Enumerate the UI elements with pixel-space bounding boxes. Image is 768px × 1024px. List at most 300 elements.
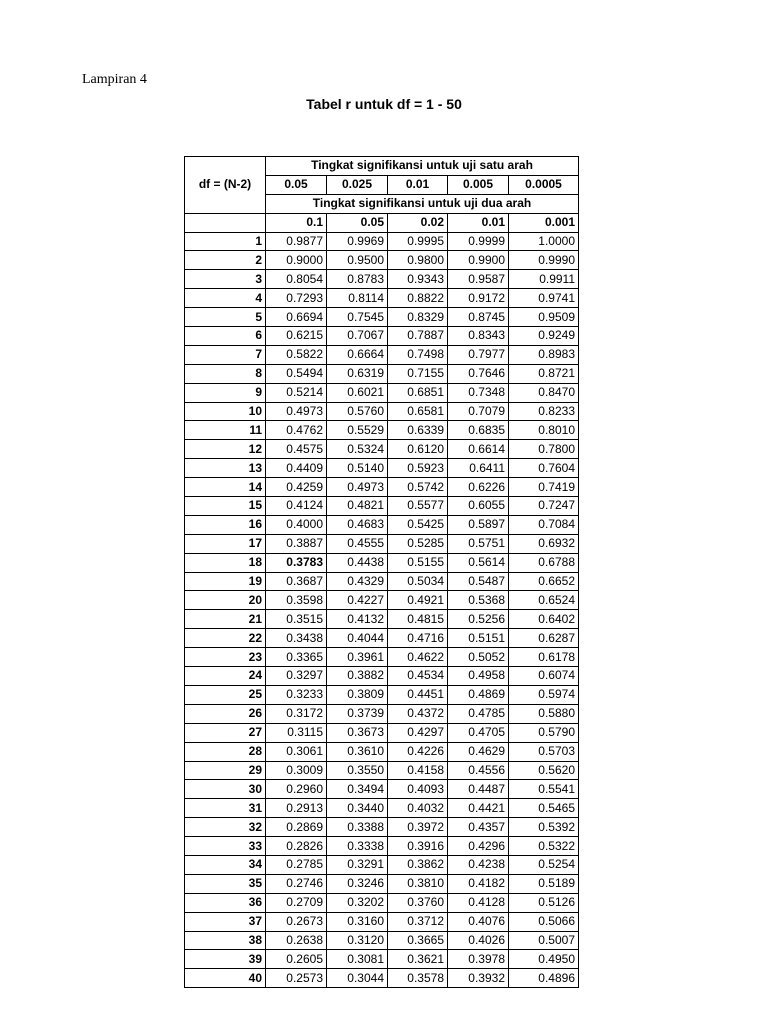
df-cell: 3 [185, 270, 266, 289]
r-value-cell: 0.3009 [266, 761, 327, 780]
df-cell: 15 [185, 497, 266, 516]
r-value-cell: 0.4044 [327, 629, 388, 648]
table-row [185, 572, 579, 591]
r-value-cell: 0.3172 [266, 704, 327, 723]
r-value-cell: 0.4973 [266, 402, 327, 421]
table-row [185, 931, 579, 950]
table-row [185, 591, 579, 610]
r-value-cell: 0.5140 [327, 459, 388, 478]
df-cell: 25 [185, 685, 266, 704]
r-value-cell: 0.9172 [448, 289, 509, 308]
r-value-cell: 0.4815 [388, 610, 448, 629]
r-value-cell: 0.3550 [327, 761, 388, 780]
r-value-cell: 0.4158 [388, 761, 448, 780]
r-value-cell: 0.7977 [448, 345, 509, 364]
table-row [185, 761, 579, 780]
df-header: df = (N-2) [185, 157, 266, 214]
r-value-cell: 0.4259 [266, 478, 327, 497]
header-row-one-tail-label [185, 157, 579, 176]
r-value-cell: 0.6851 [388, 383, 448, 402]
r-value-cell: 0.4000 [266, 515, 327, 534]
table-row [185, 912, 579, 931]
r-value-cell: 0.3338 [327, 837, 388, 856]
header-row-two-tail-levels [185, 213, 579, 232]
r-value-cell: 0.4329 [327, 572, 388, 591]
r-value-cell: 0.2573 [266, 969, 327, 988]
r-table [184, 156, 579, 988]
df-cell: 36 [185, 893, 266, 912]
r-value-cell: 0.4226 [388, 742, 448, 761]
r-value-cell: 0.4297 [388, 723, 448, 742]
r-value-cell: 0.8114 [327, 289, 388, 308]
df-cell: 34 [185, 855, 266, 874]
r-value-cell: 0.4238 [448, 855, 509, 874]
df-cell: 24 [185, 667, 266, 686]
r-value-cell: 0.3978 [448, 950, 509, 969]
r-value-cell: 0.9911 [509, 270, 579, 289]
r-value-cell: 0.8783 [327, 270, 388, 289]
r-value-cell: 0.8233 [509, 402, 579, 421]
r-value-cell: 0.4921 [388, 591, 448, 610]
table-row [185, 685, 579, 704]
df-cell: 23 [185, 648, 266, 667]
r-value-cell: 0.5189 [509, 874, 579, 893]
appendix-label: Lampiran 4 [82, 72, 147, 87]
table-row [185, 364, 579, 383]
r-value-cell: 0.2605 [266, 950, 327, 969]
r-value-cell: 0.9969 [327, 232, 388, 251]
r-value-cell: 0.3388 [327, 818, 388, 837]
r-value-cell: 1.0000 [509, 232, 579, 251]
table-row [185, 969, 579, 988]
r-value-cell: 0.3044 [327, 969, 388, 988]
r-value-cell: 0.4128 [448, 893, 509, 912]
table-row [185, 440, 579, 459]
r-value-cell: 0.5541 [509, 780, 579, 799]
table-row [185, 874, 579, 893]
r-value-cell: 0.3687 [266, 572, 327, 591]
one-tail-level: 0.025 [327, 175, 388, 194]
table-row [185, 818, 579, 837]
r-value-cell: 0.5703 [509, 742, 579, 761]
r-value-cell: 0.4132 [327, 610, 388, 629]
r-value-cell: 0.5256 [448, 610, 509, 629]
r-value-cell: 0.5751 [448, 534, 509, 553]
df-cell: 5 [185, 308, 266, 327]
r-value-cell: 0.7247 [509, 497, 579, 516]
r-value-cell: 0.6524 [509, 591, 579, 610]
r-value-cell: 0.5790 [509, 723, 579, 742]
r-value-cell: 0.6402 [509, 610, 579, 629]
df-cell: 6 [185, 327, 266, 346]
r-value-cell: 0.3916 [388, 837, 448, 856]
table-row [185, 629, 579, 648]
r-value-cell: 0.3972 [388, 818, 448, 837]
r-value-cell: 0.4622 [388, 648, 448, 667]
table-row [185, 459, 579, 478]
r-value-cell: 0.6788 [509, 553, 579, 572]
r-value-cell: 0.2746 [266, 874, 327, 893]
r-value-cell: 0.8343 [448, 327, 509, 346]
two-tail-label: Tingkat signifikansi untuk uji dua arah [266, 194, 579, 213]
r-value-cell: 0.2960 [266, 780, 327, 799]
r-value-cell: 0.4821 [327, 497, 388, 516]
table-header [185, 157, 579, 233]
r-value-cell: 0.4438 [327, 553, 388, 572]
r-value-cell: 0.2638 [266, 931, 327, 950]
r-value-cell: 0.5052 [448, 648, 509, 667]
r-value-cell: 0.5155 [388, 553, 448, 572]
r-value-cell: 0.4093 [388, 780, 448, 799]
r-value-cell: 0.3246 [327, 874, 388, 893]
r-value-cell: 0.4534 [388, 667, 448, 686]
r-value-cell: 0.4575 [266, 440, 327, 459]
page-title: Tabel r untuk df = 1 - 50 [306, 96, 462, 112]
r-value-cell: 0.6614 [448, 440, 509, 459]
df-cell: 37 [185, 912, 266, 931]
r-value-cell: 0.8054 [266, 270, 327, 289]
r-value-cell: 0.6074 [509, 667, 579, 686]
r-value-cell: 0.3665 [388, 931, 448, 950]
table-row [185, 402, 579, 421]
df-cell: 28 [185, 742, 266, 761]
r-value-cell: 0.6835 [448, 421, 509, 440]
r-value-cell: 0.7800 [509, 440, 579, 459]
r-value-cell: 0.7646 [448, 364, 509, 383]
two-tail-level: 0.01 [448, 213, 509, 232]
r-value-cell: 0.5897 [448, 515, 509, 534]
two-tail-level: 0.1 [266, 213, 327, 232]
table-row [185, 497, 579, 516]
r-value-cell: 0.3862 [388, 855, 448, 874]
df-cell: 27 [185, 723, 266, 742]
r-value-cell: 0.7084 [509, 515, 579, 534]
df-cell: 14 [185, 478, 266, 497]
table-row [185, 780, 579, 799]
r-value-cell: 0.3610 [327, 742, 388, 761]
r-value-cell: 0.3712 [388, 912, 448, 931]
df-cell: 10 [185, 402, 266, 421]
table-row [185, 345, 579, 364]
r-value-cell: 0.5494 [266, 364, 327, 383]
r-value-cell: 0.5620 [509, 761, 579, 780]
r-value-cell: 0.3809 [327, 685, 388, 704]
df-cell: 22 [185, 629, 266, 648]
r-value-cell: 0.6215 [266, 327, 327, 346]
r-value-cell: 0.9995 [388, 232, 448, 251]
r-value-cell: 0.5285 [388, 534, 448, 553]
r-value-cell: 0.6664 [327, 345, 388, 364]
r-value-cell: 0.4896 [509, 969, 579, 988]
r-value-cell: 0.4958 [448, 667, 509, 686]
r-value-cell: 0.5923 [388, 459, 448, 478]
r-value-cell: 0.2709 [266, 893, 327, 912]
r-value-cell: 0.3365 [266, 648, 327, 667]
r-value-cell: 0.5822 [266, 345, 327, 364]
r-value-cell: 0.6021 [327, 383, 388, 402]
df-cell: 20 [185, 591, 266, 610]
r-value-cell: 0.8470 [509, 383, 579, 402]
r-value-cell: 0.3202 [327, 893, 388, 912]
r-value-cell: 0.4451 [388, 685, 448, 704]
r-value-cell: 0.3438 [266, 629, 327, 648]
r-value-cell: 0.4629 [448, 742, 509, 761]
r-value-cell: 0.3115 [266, 723, 327, 742]
table-row [185, 421, 579, 440]
r-value-cell: 0.9999 [448, 232, 509, 251]
table-row [185, 742, 579, 761]
r-value-cell: 0.4973 [327, 478, 388, 497]
r-value-cell: 0.5126 [509, 893, 579, 912]
r-value-cell: 0.3882 [327, 667, 388, 686]
r-value-cell: 0.2785 [266, 855, 327, 874]
r-value-cell: 0.4869 [448, 685, 509, 704]
r-value-cell: 0.7079 [448, 402, 509, 421]
r-value-cell: 0.4032 [388, 799, 448, 818]
r-value-cell: 0.6652 [509, 572, 579, 591]
r-value-cell: 0.9990 [509, 251, 579, 270]
r-value-cell: 0.3061 [266, 742, 327, 761]
r-value-cell: 0.8822 [388, 289, 448, 308]
df-cell: 12 [185, 440, 266, 459]
table-row [185, 837, 579, 856]
one-tail-label: Tingkat signifikansi untuk uji satu arah [266, 157, 579, 176]
df-cell: 18 [185, 553, 266, 572]
r-value-cell: 0.9741 [509, 289, 579, 308]
table-row [185, 667, 579, 686]
r-value-cell: 0.5322 [509, 837, 579, 856]
r-value-cell: 0.9900 [448, 251, 509, 270]
table-row [185, 704, 579, 723]
r-value-cell: 0.4076 [448, 912, 509, 931]
r-value-cell: 0.2826 [266, 837, 327, 856]
table-body [185, 232, 579, 988]
table-row [185, 478, 579, 497]
r-value-cell: 0.5066 [509, 912, 579, 931]
df-cell: 9 [185, 383, 266, 402]
df-cell: 1 [185, 232, 266, 251]
r-value-cell: 0.5487 [448, 572, 509, 591]
r-value-cell: 0.2673 [266, 912, 327, 931]
table-row [185, 534, 579, 553]
two-tail-level: 0.001 [509, 213, 579, 232]
r-value-cell: 0.5034 [388, 572, 448, 591]
one-tail-level: 0.01 [388, 175, 448, 194]
r-value-cell: 0.3160 [327, 912, 388, 931]
two-tail-level: 0.02 [388, 213, 448, 232]
table-row [185, 383, 579, 402]
table-row [185, 327, 579, 346]
r-value-cell: 0.9500 [327, 251, 388, 270]
r-value-cell: 0.7498 [388, 345, 448, 364]
r-value-cell: 0.4683 [327, 515, 388, 534]
table-row [185, 723, 579, 742]
r-value-cell: 0.6178 [509, 648, 579, 667]
r-value-cell: 0.3515 [266, 610, 327, 629]
r-value-cell: 0.3120 [327, 931, 388, 950]
r-value-cell: 0.8721 [509, 364, 579, 383]
df-cell: 4 [185, 289, 266, 308]
r-value-cell: 0.7067 [327, 327, 388, 346]
r-value-cell: 0.6339 [388, 421, 448, 440]
r-value-cell: 0.7545 [327, 308, 388, 327]
r-value-cell: 0.5392 [509, 818, 579, 837]
r-value-cell: 0.3081 [327, 950, 388, 969]
r-value-cell: 0.8745 [448, 308, 509, 327]
r-value-cell: 0.4421 [448, 799, 509, 818]
r-value-cell: 0.6226 [448, 478, 509, 497]
r-value-cell: 0.5577 [388, 497, 448, 516]
r-value-cell: 0.6932 [509, 534, 579, 553]
r-value-cell: 0.4785 [448, 704, 509, 723]
r-value-cell: 0.5214 [266, 383, 327, 402]
r-value-cell: 0.5151 [448, 629, 509, 648]
r-value-cell: 0.5425 [388, 515, 448, 534]
r-value-cell: 0.9249 [509, 327, 579, 346]
table-row [185, 289, 579, 308]
one-tail-level: 0.0005 [509, 175, 579, 194]
r-value-cell: 0.2869 [266, 818, 327, 837]
r-value-cell: 0.5974 [509, 685, 579, 704]
df-cell: 13 [185, 459, 266, 478]
r-value-cell: 0.7155 [388, 364, 448, 383]
table-row [185, 610, 579, 629]
r-value-cell: 0.9343 [388, 270, 448, 289]
r-value-cell: 0.7293 [266, 289, 327, 308]
r-value-cell: 0.3783 [266, 553, 327, 572]
r-value-cell: 0.5254 [509, 855, 579, 874]
table-row [185, 893, 579, 912]
r-value-cell: 0.5760 [327, 402, 388, 421]
r-value-cell: 0.6287 [509, 629, 579, 648]
r-value-cell: 0.9877 [266, 232, 327, 251]
r-value-cell: 0.3887 [266, 534, 327, 553]
df-cell: 17 [185, 534, 266, 553]
r-value-cell: 0.4762 [266, 421, 327, 440]
r-value-cell: 0.4409 [266, 459, 327, 478]
r-value-cell: 0.6055 [448, 497, 509, 516]
r-value-cell: 0.4182 [448, 874, 509, 893]
one-tail-level: 0.005 [448, 175, 509, 194]
df-cell: 2 [185, 251, 266, 270]
r-value-cell: 0.3494 [327, 780, 388, 799]
r-value-cell: 0.3598 [266, 591, 327, 610]
table-row [185, 308, 579, 327]
table-row [185, 251, 579, 270]
df-cell: 30 [185, 780, 266, 799]
r-value-cell: 0.3297 [266, 667, 327, 686]
df-cell: 16 [185, 515, 266, 534]
r-value-cell: 0.4950 [509, 950, 579, 969]
r-value-cell: 0.8010 [509, 421, 579, 440]
r-value-cell: 0.4296 [448, 837, 509, 856]
df-cell: 31 [185, 799, 266, 818]
r-value-cell: 0.3961 [327, 648, 388, 667]
r-value-cell: 0.3932 [448, 969, 509, 988]
df-cell: 19 [185, 572, 266, 591]
df-cell: 39 [185, 950, 266, 969]
df-cell: 29 [185, 761, 266, 780]
r-value-cell: 0.6120 [388, 440, 448, 459]
r-value-cell: 0.5007 [509, 931, 579, 950]
r-value-cell: 0.7419 [509, 478, 579, 497]
table-row [185, 270, 579, 289]
r-value-cell: 0.5465 [509, 799, 579, 818]
df-cell: 32 [185, 818, 266, 837]
r-value-cell: 0.5324 [327, 440, 388, 459]
r-value-cell: 0.4487 [448, 780, 509, 799]
table-row [185, 553, 579, 572]
r-value-cell: 0.9000 [266, 251, 327, 270]
r-value-cell: 0.4026 [448, 931, 509, 950]
r-value-cell: 0.7604 [509, 459, 579, 478]
r-value-cell: 0.3621 [388, 950, 448, 969]
r-value-cell: 0.9587 [448, 270, 509, 289]
r-value-cell: 0.9509 [509, 308, 579, 327]
df-cell: 40 [185, 969, 266, 988]
r-value-cell: 0.5529 [327, 421, 388, 440]
r-value-cell: 0.3233 [266, 685, 327, 704]
r-value-cell: 0.3760 [388, 893, 448, 912]
r-value-cell: 0.3578 [388, 969, 448, 988]
r-value-cell: 0.8329 [388, 308, 448, 327]
df-header-spacer [185, 213, 266, 232]
table-row [185, 950, 579, 969]
r-value-cell: 0.5880 [509, 704, 579, 723]
df-cell: 8 [185, 364, 266, 383]
df-cell: 26 [185, 704, 266, 723]
r-value-cell: 0.3673 [327, 723, 388, 742]
r-value-cell: 0.6411 [448, 459, 509, 478]
table-row [185, 648, 579, 667]
r-value-cell: 0.3739 [327, 704, 388, 723]
r-value-cell: 0.5614 [448, 553, 509, 572]
r-value-cell: 0.5368 [448, 591, 509, 610]
r-value-cell: 0.4556 [448, 761, 509, 780]
r-value-cell: 0.3810 [388, 874, 448, 893]
two-tail-level: 0.05 [327, 213, 388, 232]
r-value-cell: 0.3440 [327, 799, 388, 818]
table-row [185, 855, 579, 874]
r-value-cell: 0.4227 [327, 591, 388, 610]
table-row [185, 232, 579, 251]
r-value-cell: 0.4372 [388, 704, 448, 723]
r-value-cell: 0.4705 [448, 723, 509, 742]
r-value-cell: 0.5742 [388, 478, 448, 497]
r-value-cell: 0.6581 [388, 402, 448, 421]
r-value-cell: 0.3291 [327, 855, 388, 874]
r-value-cell: 0.7348 [448, 383, 509, 402]
r-value-cell: 0.4555 [327, 534, 388, 553]
one-tail-level: 0.05 [266, 175, 327, 194]
r-value-cell: 0.7887 [388, 327, 448, 346]
r-value-cell: 0.6319 [327, 364, 388, 383]
table-row [185, 515, 579, 534]
df-cell: 7 [185, 345, 266, 364]
df-cell: 21 [185, 610, 266, 629]
r-value-cell: 0.4716 [388, 629, 448, 648]
table-row [185, 799, 579, 818]
df-cell: 35 [185, 874, 266, 893]
r-value-cell: 0.8983 [509, 345, 579, 364]
r-value-cell: 0.6694 [266, 308, 327, 327]
r-value-cell: 0.4357 [448, 818, 509, 837]
df-cell: 33 [185, 837, 266, 856]
df-cell: 11 [185, 421, 266, 440]
r-value-cell: 0.9800 [388, 251, 448, 270]
r-value-cell: 0.4124 [266, 497, 327, 516]
df-cell: 38 [185, 931, 266, 950]
